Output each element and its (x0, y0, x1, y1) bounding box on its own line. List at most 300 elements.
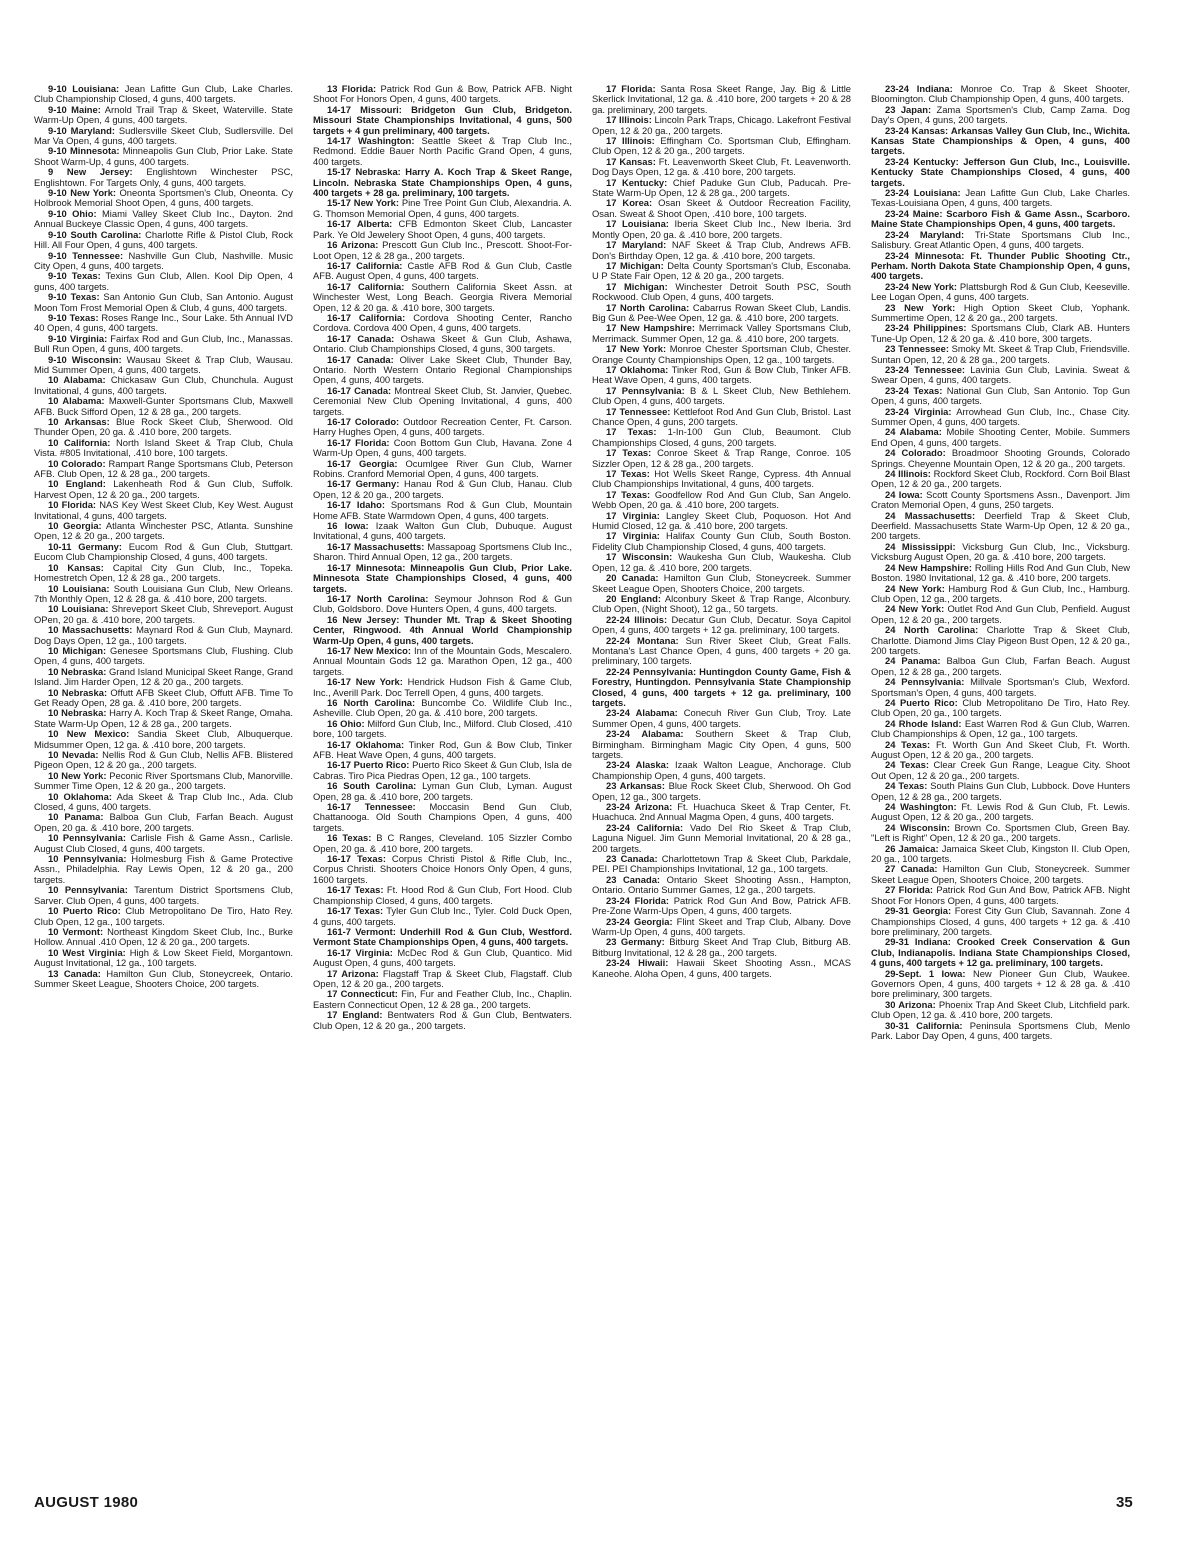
listing-date-location: 17 Oklahoma: (606, 363, 669, 375)
listing-date-location: 10 Massachusetts: (48, 624, 133, 636)
shoot-listing (871, 105, 1130, 126)
shoot-listing (871, 365, 1130, 386)
shoot-listing (592, 875, 851, 896)
shoot-listing (871, 126, 1130, 157)
listing-date-location: 17 Texas: (606, 468, 650, 480)
shoot-listing (313, 615, 572, 646)
shoot-listing (313, 948, 572, 969)
listing-details: Moccasin Bend Gun Club, Chattanooga. Old South Champions Open, 4 guns, 400 targets. (313, 801, 572, 833)
listing-details: Maynard Rod & Gun Club, Maynard. Dog Days Open, 12 ga., 100 targets. (34, 624, 293, 646)
listing-date-location: 23-24 Tennessee: (885, 363, 966, 375)
listing-details: Texins Gun Club, Allen. Kool Dip Open, 4 guns, 400 targets. (34, 270, 293, 292)
shoot-listing (592, 917, 851, 938)
listing-date-location: 24 New Hampshire: (885, 561, 972, 573)
listing-date-location: 10 Michigan: (48, 644, 107, 656)
listing-details: Ft. Hood Rod & Gun Club, Fort Hood. Club Championship Closed, 4 guns, 400 targets. (313, 884, 572, 906)
shoot-listing (313, 438, 572, 459)
listing-date-location: 24 Texas: (885, 738, 931, 750)
shoot-listing (592, 365, 851, 386)
listing-date-location: 10 New Mexico: (48, 728, 130, 740)
shoot-listing (871, 625, 1130, 656)
shoot-listing (592, 760, 851, 781)
listing-details: NAS Key West Skeet Club, Key West. August Invitational, 4 guns, 400 targets. (34, 499, 293, 521)
shoot-listing (34, 396, 293, 417)
listing-details: Zama Sportsmen's Club, Camp Zama. Dog Day's Open, 4 guns, 200 targets. (871, 103, 1130, 126)
shoot-listing (34, 105, 293, 126)
shoot-listing (34, 948, 293, 969)
shoot-listing (34, 667, 293, 688)
listing-date-location: 14-17 Washington: (327, 135, 415, 147)
shoot-listing (592, 490, 851, 511)
listing-date-location: 24 Colorado: (885, 447, 946, 459)
listing-details: Holmesburg Fish & Game Protective Assn., Philadelphia. Ray Lewis Open, 12 & 20 ga., 200 targets. (34, 853, 293, 885)
listing-details: Tri-State Sportsmans Club Inc., Salisbury. Great Atlantic Open, 4 guns, 400 targets. (871, 228, 1130, 251)
column-2 (313, 84, 572, 1484)
shoot-listing (34, 604, 293, 625)
listing-date-location: 17 Texas: (606, 447, 652, 459)
shoot-listing (871, 251, 1130, 282)
listing-date-location: 17 Louisiana: (606, 218, 669, 230)
shoot-listing (34, 708, 293, 729)
shoot-listing (34, 833, 293, 854)
shoot-listing (871, 802, 1130, 823)
listing-details: Hendrick Hudson Fish & Game Club, Inc., Averill Park. Doc Terrell Open, 4 guns, 400 targets. (313, 676, 572, 698)
listing-date-location: 10 Georgia: (48, 520, 102, 532)
listing-date-location: 9-10 Virginia: (48, 332, 108, 344)
shoot-listing (871, 407, 1130, 428)
shoot-listing (34, 375, 293, 396)
listing-date-location: 17 Kentucky: (606, 176, 668, 188)
shoot-listing (871, 511, 1130, 542)
shoot-listing (34, 313, 293, 334)
shoot-listing (871, 885, 1130, 906)
listing-details: Iberia Skeet Club Inc., New Iberia. 3rd Montly Open, 20 ga. & .410 bore, 200 targets. (592, 218, 851, 240)
listing-details: Jamaica Skeet Club, Kingston II. Club Open, 20 ga., 100 targets. (871, 842, 1130, 865)
listing-details: Broadmoor Shooting Grounds, Colorado Springs. Cheyenne Mountain Open, 12 & 20 ga., 200 targets. (871, 447, 1130, 469)
shoot-listing (313, 167, 572, 198)
listing-date-location: 10 New York: (48, 769, 107, 781)
listing-details: Langley Skeet Club, Poquoson. Hot And Humid Closed, 12 ga. & .410 bore, 200 targets. (592, 509, 851, 532)
listing-date-location: 17 Texas: (606, 488, 651, 500)
listing-date-location: 24 Iowa: (885, 488, 923, 500)
shoot-listing (592, 511, 851, 532)
listing-details: Balboa Gun Club, Farfan Beach. August Open, 12 & 28 ga., 200 targets. (871, 655, 1130, 677)
shoot-listing (313, 989, 572, 1010)
shoot-listing (592, 802, 851, 823)
listing-details: Englishtown Winchester PSC, Englishtown. For Targets Only, 4 guns, 400 targets. (34, 166, 293, 188)
shoot-listing (313, 105, 572, 136)
shoot-listing (34, 84, 293, 105)
listing-date-location: 161-7 Vermont: (327, 925, 396, 937)
listing-details: National Gun Club, San Antonio. Top Gun Open, 4 guns, 400 targets. (871, 384, 1130, 407)
listing-date-location: 23 Tennessee: (885, 343, 949, 355)
listing-details: Oliver Lake Skeet Club, Thunder Bay, Ontario. North Western Ontario Regional Championships Open, 4 guns, 400 targets. (313, 353, 572, 386)
listing-details: South Plains Gun Club, Lubbock. Dove Hunters Open, 12 & 28 ga., 200 targets. (871, 780, 1130, 802)
listing-date-location: 23-24 New York: (885, 280, 958, 292)
shoot-listing (34, 792, 293, 813)
issue-date: AUGUST 1980 (34, 1494, 139, 1511)
listing-date-location: 9-10 Maryland: (48, 124, 115, 136)
shoot-listing (313, 479, 572, 500)
shoot-listing (871, 937, 1130, 968)
listing-details: Charlotte Rifle & Pistol Club, Rock Hill. All Four Open, 4 guns, 400 targets. (34, 228, 293, 251)
listing-details: Nellis Rod & Gun Club, Nellis AFB. Blistered Pigeon Open, 12 & 20 ga., 200 targets. (34, 749, 293, 771)
listing-details: Rockford Skeet Club, Rockford. Corn Boil Blast Open, 12 & 20 ga., 200 targets. (871, 468, 1130, 490)
shoot-listing (313, 969, 572, 990)
listing-details: Prescott Gun Club Inc., Prescott. Shoot-For-Loot Open, 12 & 28 ga., 200 targets. (313, 239, 572, 261)
listing-date-location: 16-17 Texas: (327, 884, 384, 896)
listing-date-location: 13 Florida: (327, 84, 377, 94)
listing-date-location: 16 Ohio: (327, 717, 365, 729)
listing-details: Bentwaters Rod & Gun Club, Bentwaters. Club Open, 12 & 20 ga., 200 targets. (313, 1009, 572, 1031)
listing-details: Outdoor Recreation Center, Ft. Carson. Harry Hughes Open, 4 guns, 400 targets. (313, 416, 572, 438)
column-1 (34, 84, 293, 1484)
shoot-listing (34, 251, 293, 272)
listing-date-location: 24 Illinois: (885, 468, 931, 480)
listing-date-location: 23-24 Philippines: (885, 322, 967, 334)
listing-details: Blue Rock Skeet Club, Sherwood. Old Thunder Open, 20 ga. & .410 bore, 200 targets. (34, 416, 293, 438)
shoot-listing (592, 594, 851, 615)
shoot-listing (313, 677, 572, 698)
listing-date-location: 26 Jamaica: (885, 842, 939, 854)
listing-date-location: 16-17 California: (327, 259, 403, 271)
listing-details: Rampart Range Sportsmans Club, Peterson AFB. Club Open, 12 & 28 ga., 200 targets. (34, 457, 293, 480)
listing-details: Patrick Rod Gun And Bow, Patrick AFB. Night Shoot For Honors Open, 4 guns, 400 targets. (871, 884, 1130, 906)
shoot-listing (592, 344, 851, 365)
listing-details: Tarentum District Sportsmens Club, Sarver. Club Open, 4 guns, 400 targets. (34, 884, 293, 906)
listing-date-location: 30 Arizona: (885, 998, 936, 1010)
listing-date-location: 10-11 Germany: (48, 540, 123, 552)
listing-date-location: 10 England: (48, 478, 106, 490)
listing-details: Hamburg Rod & Gun Club, Inc., Hamburg. Club Open, 12 ga., 200 targets. (871, 582, 1130, 604)
listing-details: Osan Skeet & Outdoor Recreation Facility, Osan. Sweat & Shoot Open, .410 bore, 100 targets. (592, 197, 851, 219)
listing-date-location: 10 Colorado: (48, 457, 106, 469)
shoot-listing (313, 698, 572, 719)
shoot-listing (592, 896, 851, 917)
listing-details: Pine Tree Point Gun Club, Alexandria. A. G. Thomson Memorial Open, 4 guns, 400 targets. (313, 197, 572, 219)
listing-details: Corpus Christi Pistol & Rifle Club, Inc., Corpus Christi. Shooters Choice Honors Only Open, 4 guns, 1600 targets. (313, 853, 572, 885)
listing-details: Santa Rosa Skeet Range, Jay. Big & Little Skerlick Invitational, 12 ga. & .410 bore, 200 targets + 20 & 28 ga. preliminary, 200 targets. (592, 84, 851, 115)
listing-date-location: 9-10 New York: (48, 187, 117, 199)
listing-details: South Louisiana Gun Club, New Orleans. 7th Monthly Open, 12 & 28 ga. & .410 bore, 200 targets. (34, 582, 293, 604)
shoot-listing (592, 531, 851, 552)
listing-date-location: 16-17 Canada: (327, 384, 392, 396)
listing-date-location: 23-24 Alabama: (606, 728, 684, 740)
listing-date-location: 10 Florida: (48, 499, 97, 511)
listing-date-location: 24 Mississippi: (885, 540, 956, 552)
shoot-listing (313, 646, 572, 677)
listing-details: Izaak Walton Gun Club, Dubuque. August Invitational, 4 guns, 400 targets. (313, 520, 572, 542)
listing-details: Minneapolis Gun Club, Prior Lake. Minnesota State Championships Closed, 4 guns, 400 targets. (313, 561, 572, 594)
listing-date-location: 10 Nebraska: (48, 686, 108, 698)
listing-date-location: 16-17 Texas: (327, 905, 384, 917)
shoot-listing (871, 157, 1130, 188)
shoot-listing (313, 386, 572, 417)
listing-details: Grand Island Municipal Skeet Range, Grand Island. Jim Harder Open, 12 & 20 ga., 200 targets. (34, 665, 293, 688)
listing-details: San Antonio Gun Club, San Antonio. August Moon Tom Frost Memorial Open & Club, 4 guns, 400 targets. (34, 291, 293, 313)
shoot-listing (592, 219, 851, 240)
listing-date-location: 23 Germany: (606, 936, 665, 948)
listing-date-location: 17 Illinois: (606, 135, 655, 147)
listing-date-location: 23-24 Texas: (885, 384, 943, 396)
listing-details: Wausau Skeet & Trap Club, Wausau. Mid Summer Open, 4 guns, 400 targets. (34, 353, 293, 375)
listing-details: Monroe Chester Sportsman Club, Chester. Orange County Championships Open, 12 ga., 100 targets. (592, 343, 851, 365)
listing-details: Outlet Rod And Gun Club, Penfield. August Open, 12 & 20 ga., 200 targets. (871, 603, 1130, 625)
listing-date-location: 22-24 Pennsylvania: (606, 665, 697, 677)
shoot-listing (313, 927, 572, 948)
listing-date-location: 16-17 Oklahoma: (327, 738, 405, 750)
listing-date-location: 16 Texas: (327, 832, 372, 844)
shoot-listing (871, 303, 1130, 324)
shoot-listing (871, 604, 1130, 625)
listing-details: Fairfax Rod and Gun Club, Inc., Manassas. Bull Run Open, 4 guns, 400 targets. (34, 332, 293, 355)
listing-details: Izaak Walton League, Anchorage. Club Championship Open, 4 guns, 400 targets. (592, 759, 851, 781)
listing-details: Offutt AFB Skeet Club, Offutt AFB. Time To Get Ready Open, 28 ga. & .410 bore, 200 targets. (34, 686, 293, 708)
shoot-listing (592, 178, 851, 199)
listing-date-location: 16-17 Canada: (327, 353, 394, 365)
shoot-listing (592, 958, 851, 979)
listing-details: Club Metropolitano De Tiro, Hato Rey. Club Open, 20 ga., 100 targets. (871, 696, 1130, 719)
shoot-listing (34, 812, 293, 833)
listing-date-location: 16-17 Idaho: (327, 499, 385, 511)
listing-details: Deerfield Trap & Skeet Club, Deerfield. Massachusetts State Warm-Up Open, 12 & 20 ga., 200 targets. (871, 509, 1130, 542)
listing-date-location: 24 Wisconsin: (885, 821, 950, 833)
shoot-listing (313, 521, 572, 542)
listing-details: Ontario Skeet Shooting Assn., Hampton, Ontario. Ontario Summer Games, 12 ga., 200 targets. (592, 873, 851, 896)
listing-details: North Island Skeet & Trap Club, Chula Vista. #805 Invitational, .410 bore, 100 targets. (34, 436, 293, 459)
listing-details: Sandia Skeet Club, Albuquerque. Midsummer Open, 12 ga. & .410 bore, 200 targets. (34, 728, 293, 750)
listing-details: Chickasaw Gun Club, Chunchula. August Invitational, 4 guns, 400 targets. (34, 374, 293, 396)
listing-date-location: 24 Texas: (885, 780, 928, 792)
listing-details: Peninsula Sportsmens Club, Menlo Park. Labor Day Open, 4 guns, 400 targets. (871, 1019, 1130, 1041)
listing-date-location: 24 Pennsylvania: (885, 676, 965, 688)
shoot-listing (34, 209, 293, 230)
listing-details: Charlottetown Trap & Skeet Club, Parkdale, PEI. PEI Championships Invitational, 12 ga., 100 targets. (592, 853, 851, 875)
listing-details: Seymour Johnson Rod & Gun Club, Goldsboro. Dove Hunters Open, 4 guns, 400 targets. (313, 592, 572, 615)
listing-date-location: 14-17 Missouri: (327, 103, 402, 115)
listing-date-location: 17 Kansas: (606, 155, 656, 167)
listing-date-location: 23-24 Minnesota: (885, 249, 965, 261)
listing-details: Ft. Huachuca Skeet & Trap Center, Ft. Huachuca. 2nd Annual Magma Open, 4 guns, 400 targets. (592, 801, 851, 823)
listing-details: Chief Paduke Gun Club, Paducah. Pre-State Warm-Up Open, 12 & 28 ga., 200 targets. (592, 176, 851, 199)
listing-details: Flint Skeet and Trap Club, Albany. Dove Warm-Up Open, 4 guns, 400 targets. (592, 915, 851, 937)
shoot-listing (313, 417, 572, 438)
shoot-listing (592, 427, 851, 448)
listing-date-location: 20 Canada: (606, 572, 659, 584)
listing-date-location: 16-17 Alberta: (327, 218, 393, 230)
listing-details: Harry A. Koch Trap & Skeet Range, Omaha. State Warm-Up Open, 12 & 28 ga., 200 targets. (34, 707, 293, 729)
listing-details: Montreal Skeet Club, St. Janvier, Quebec. Ceremonial New Club Opening Invitational, 4 guns, 400 targets. (313, 384, 572, 417)
listing-details: Atlanta Winchester PSC, Atlanta. Sunshine Open, 12 & 20 ga., 200 targets. (34, 520, 293, 542)
listing-details: Inn of the Mountain Gods, Mescalero. Annual Mountain Gods 12 ga. Marathon Open, 12 ga., 400 targets. (313, 644, 572, 677)
shoot-listing (871, 563, 1130, 584)
listing-details: Rolling Hills Rod And Gun Club, New Boston. 1980 Invitational, 12 ga. & .410 bore, 200 targets. (871, 561, 1130, 584)
listing-details: Decatur Gun Club, Decatur. Soya Capitol Open, 4 guns, 400 targets + 12 ga. preliminary, 100 targets. (592, 613, 851, 636)
listing-date-location: 16 North Carolina: (327, 696, 416, 708)
listing-date-location: 23 Canada: (606, 873, 661, 885)
listing-date-location: 17 North Carolina: (606, 301, 690, 313)
listing-details: Millvale Sportsman's Club, Wexford. Sportsman's Open, 4 guns, 400 targets. (871, 676, 1130, 698)
listing-details: B C Ranges, Cleveland. 105 Sizzler Combo Open, 20 ga. & .410 bore, 200 targets. (313, 832, 572, 854)
listing-details: Harry A. Koch Trap & Skeet Range, Lincoln. Nebraska State Championships Open, 4 guns, 400 targets + 28 ga. preliminary, 100 targets. (313, 166, 572, 199)
shoot-listing (871, 344, 1130, 365)
listing-details: Ft. Leavenworth Skeet Club, Ft. Leavenworth. Dog Days Open, 12 ga. & .410 bore, 200 targets. (592, 155, 851, 178)
listing-details: Tyler Gun Club Inc., Tyler. Cold Duck Open, 4 guns, 400 targets. (313, 905, 572, 927)
listing-details: Delta County Sportsman's Club, Esconaba. U P State Fair Open, 12 & 20 ga., 200 targets. (592, 259, 851, 282)
shoot-listing (313, 885, 572, 906)
listing-date-location: 9-10 Minnesota: (48, 145, 120, 157)
listing-details: Arkansas Valley Gun Club, Inc., Wichita. Kansas State Championships & Open, 4 guns, 400 targets. (871, 124, 1130, 157)
shoot-listing (34, 417, 293, 438)
listing-date-location: 22-24 Illinois: (606, 613, 668, 625)
shoot-listing (313, 854, 572, 885)
listing-details: B & L Skeet Club, New Bethlehem. Club Open, 4 guns, 400 targets. (592, 384, 851, 407)
shoot-listing (313, 760, 572, 781)
listing-details: Underhill Rod & Gun Club, Westford. Vermont State Championships Open, 4 guns, 400 targets. (313, 925, 572, 948)
listing-date-location: 9-10 Wisconsin: (48, 353, 122, 365)
listing-date-location: 29-Sept. 1 Iowa: (885, 967, 966, 979)
listing-date-location: 13 Canada: (48, 967, 101, 979)
listing-details: Hamilton Gun Club, Stoneycreek, Ontario. Summer Skeet League, Shooters Choice, 200 targets. (34, 967, 293, 989)
listing-details: Vado Del Rio Skeet & Trap Club, Laguna Niguel. Jim Gunn Memorial Invitational, 20 & 28 ga., 200 targets. (592, 821, 851, 854)
listing-date-location: 10 Arkansas: (48, 416, 110, 427)
listing-date-location: 15-17 New York: (327, 197, 399, 209)
shoot-listing (871, 656, 1130, 677)
listing-details: Conroe Skeet & Trap Range, Conroe. 105 Sizzler Open, 12 & 28 ga., 200 targets. (592, 447, 851, 469)
shoot-listing (592, 84, 851, 115)
listing-details: NAF Skeet & Trap Club, Andrews AFB. Don's Birthday Open, 12 ga. & .410 bore, 200 targets. (592, 239, 851, 261)
listing-date-location: 17 Michigan: (606, 280, 668, 292)
listing-date-location: 16 New Jersey: (327, 613, 400, 625)
listing-date-location: 16-17 Canada: (327, 332, 395, 344)
listing-date-location: 17 Pennsylvania: (606, 384, 685, 396)
shoot-listing (592, 937, 851, 958)
column-3 (592, 84, 851, 1484)
shoot-listing (34, 459, 293, 480)
listing-date-location: 17 Maryland: (606, 239, 667, 251)
listing-date-location: 9-10 Texas: (48, 270, 101, 282)
shoot-listing (871, 760, 1130, 781)
listing-details: Sportsmans Rod & Gun Club, Mountain Home AFB. State Warmdown Open, 4 guns, 400 targets. (313, 499, 572, 521)
listing-date-location: 17 Illinois: (606, 114, 652, 126)
shoot-listing (313, 906, 572, 927)
listing-details: Massapoag Sportsmens Club Inc., Sharon. Third Annual Open, 12 ga., 200 targets. (313, 540, 572, 563)
listing-details: Bridgeton Gun Club, Bridgeton. Missouri State Championships Invitational, 4 guns, 500 targets + 4 gun preliminary, 400 targets. (313, 103, 572, 136)
shoot-listing (34, 854, 293, 885)
shoot-listing (34, 750, 293, 771)
shoot-listing (34, 906, 293, 927)
listing-details: Lavinia Gun Club, Lavinia. Sweat & Swear Open, 4 guns, 400 targets. (871, 363, 1130, 386)
listing-date-location: 27 Canada: (885, 863, 938, 875)
shoot-listing (34, 625, 293, 646)
listing-details: Ocumlgee River Gun Club, Warner Robins. Cranford Memorial Open, 4 guns, 400 targets. (313, 457, 572, 480)
listing-date-location: 17 Michigan: (606, 259, 664, 271)
shoot-listing (313, 355, 572, 386)
shoot-listing (34, 927, 293, 948)
listing-date-location: 10 Nebraska: (48, 707, 107, 719)
listing-details: Scarboro Fish & Game Assn., Scarboro. Maine State Championships Open, 4 guns, 400 targets. (871, 207, 1130, 230)
shoot-listing (34, 479, 293, 500)
listing-details: Smoky Mt. Skeet & Trap Club, Friendsville. Suntan Open, 12, 20 & 28 ga., 200 targets. (871, 343, 1130, 365)
shoot-listing (34, 885, 293, 906)
listing-details: Crooked Creek Conservation & Gun Club, Indianapolis. Indiana State Championships Closed, 4 guns, 400 targets + 12 ga. preliminary, 100 targets. (871, 936, 1130, 969)
shoot-listing (313, 282, 572, 313)
listing-details: Hot Wells Skeet Range, Cypress. 4th Annual Club Championships Invitational, 4 guns, 400 targets. (592, 468, 851, 490)
listing-date-location: 10 California: (48, 436, 111, 448)
listing-date-location: 24 Panama: (885, 655, 941, 667)
listing-date-location: 23 Arkansas: (606, 780, 665, 792)
shoot-listing (592, 261, 851, 282)
listing-details: Vicksburg Gun Club, Inc., Vicksburg. Vicksburg August Open, 20 ga. & .410 bore, 200 targets. (871, 540, 1130, 563)
shoot-listing (592, 667, 851, 709)
shoot-listing (313, 240, 572, 261)
shoot-listing (313, 719, 572, 740)
listing-date-location: 17 Arizona: (327, 967, 379, 979)
shoot-listing (34, 271, 293, 292)
shoot-listing (34, 438, 293, 459)
listing-date-location: 17 Texas: (606, 426, 657, 438)
listing-details: McDec Rod & Gun Club, Quantico. Mid August Open, 4 guns, 400 targets. (313, 946, 572, 969)
listing-date-location: 16-17 Puerto Rico: (327, 759, 410, 771)
shoot-listing (34, 729, 293, 750)
listing-date-location: 17 England: (327, 1009, 383, 1021)
shoot-listing (592, 448, 851, 469)
shoot-listing (592, 573, 851, 594)
listing-details: Sudlersville Skeet Club, Sudlersville. Del Mar Va Open, 4 guns, 400 targets. (34, 124, 293, 147)
shoot-listing (871, 323, 1130, 344)
listing-date-location: 23-24 Kansas: (885, 124, 949, 136)
listing-date-location: 10 Alabama: (48, 374, 106, 386)
listing-details: Huntingdon County Game, Fish & Forestry, Huntingdon. Pennsylvania State Championship Closed, 4 guns, 400 targets + 12 ga. preliminary, 100 targets. (592, 665, 851, 708)
listing-date-location: 24 New York: (885, 582, 945, 594)
listing-details: Ada Skeet & Trap Club Inc., Ada. Club Closed, 4 guns, 400 targets. (34, 790, 293, 813)
listing-date-location: 23-24 Indiana: (885, 84, 953, 94)
shoot-listing (871, 542, 1130, 563)
listing-date-location: 16-17 Tennessee: (327, 801, 416, 813)
listing-details: Carlisle Fish & Game Assn., Carlisle. August Club Closed, 4 guns, 400 targets. (34, 832, 293, 854)
shoot-listing (34, 584, 293, 605)
listing-date-location: 17 Wisconsin: (606, 551, 673, 563)
listing-date-location: 29-31 Georgia: (885, 905, 952, 917)
shoot-listing (34, 146, 293, 167)
shoot-listing (871, 698, 1130, 719)
listing-details: Conecuh River Gun Club, Troy. Late Summer Open, 4 guns, 400 targets. (592, 707, 851, 729)
listing-details: Coon Bottom Gun Club, Havana. Zone 4 Warm-Up Open, 4 guns, 400 targets. (313, 436, 572, 459)
listing-details: Castle AFB Rod & Gun Club, Castle AFB. August Open, 4 guns, 400 targets. (313, 259, 572, 282)
listing-date-location: 24 New York: (885, 603, 945, 615)
listing-details: Waukesha Gun Club, Waukesha. Club Open, 12 ga. & .410 bore, 200 targets. (592, 551, 851, 573)
shoot-listing (592, 136, 851, 157)
shoot-listing (313, 198, 572, 219)
shoot-listing (313, 313, 572, 334)
listing-date-location: 16-17 North Carolina: (327, 592, 429, 604)
listing-date-location: 16-17 Virginia: (327, 946, 393, 958)
listing-date-location: 9 New Jersey: (48, 166, 133, 178)
listing-details: Forest City Gun Club, Savannah. Zone 4 Championships Closed, 4 guns, 400 targets + 12 ga. & .410 bore preliminary, 200 targets. (871, 905, 1130, 937)
listing-details: Nashville Gun Club, Nashville. Music City Open, 4 guns, 400 targets. (34, 249, 293, 271)
listing-date-location: 23-24 Florida: (606, 894, 670, 906)
listing-details: Cabarrus Rowan Skeet Club, Landis. Big Gun & Pee-Wee Open, 12 ga. & .410 bore, 200 targets. (592, 301, 851, 323)
shoot-listing (871, 1000, 1130, 1021)
listing-date-location: 17 Connecticut: (327, 988, 398, 1000)
listing-date-location: 23-24 California: (606, 821, 684, 833)
shoot-listing (592, 708, 851, 729)
listing-details: Capital City Gun Club, Inc., Topeka. Homestretch Open, 12 & 28 ga., 200 targets. (34, 561, 293, 584)
listing-date-location: 20 England: (606, 592, 661, 604)
page-number: 35 (1116, 1494, 1133, 1511)
listing-details: Sportsmans Club, Clark AB. Hunters Tune-Up Open, 12 & 20 ga. & .410 bore, 300 targets. (871, 322, 1130, 344)
listing-details: Bitburg Skeet And Trap Club, Bitburg AB. Bitburg Invitational, 12 & 28 ga., 200 targets. (592, 936, 851, 958)
